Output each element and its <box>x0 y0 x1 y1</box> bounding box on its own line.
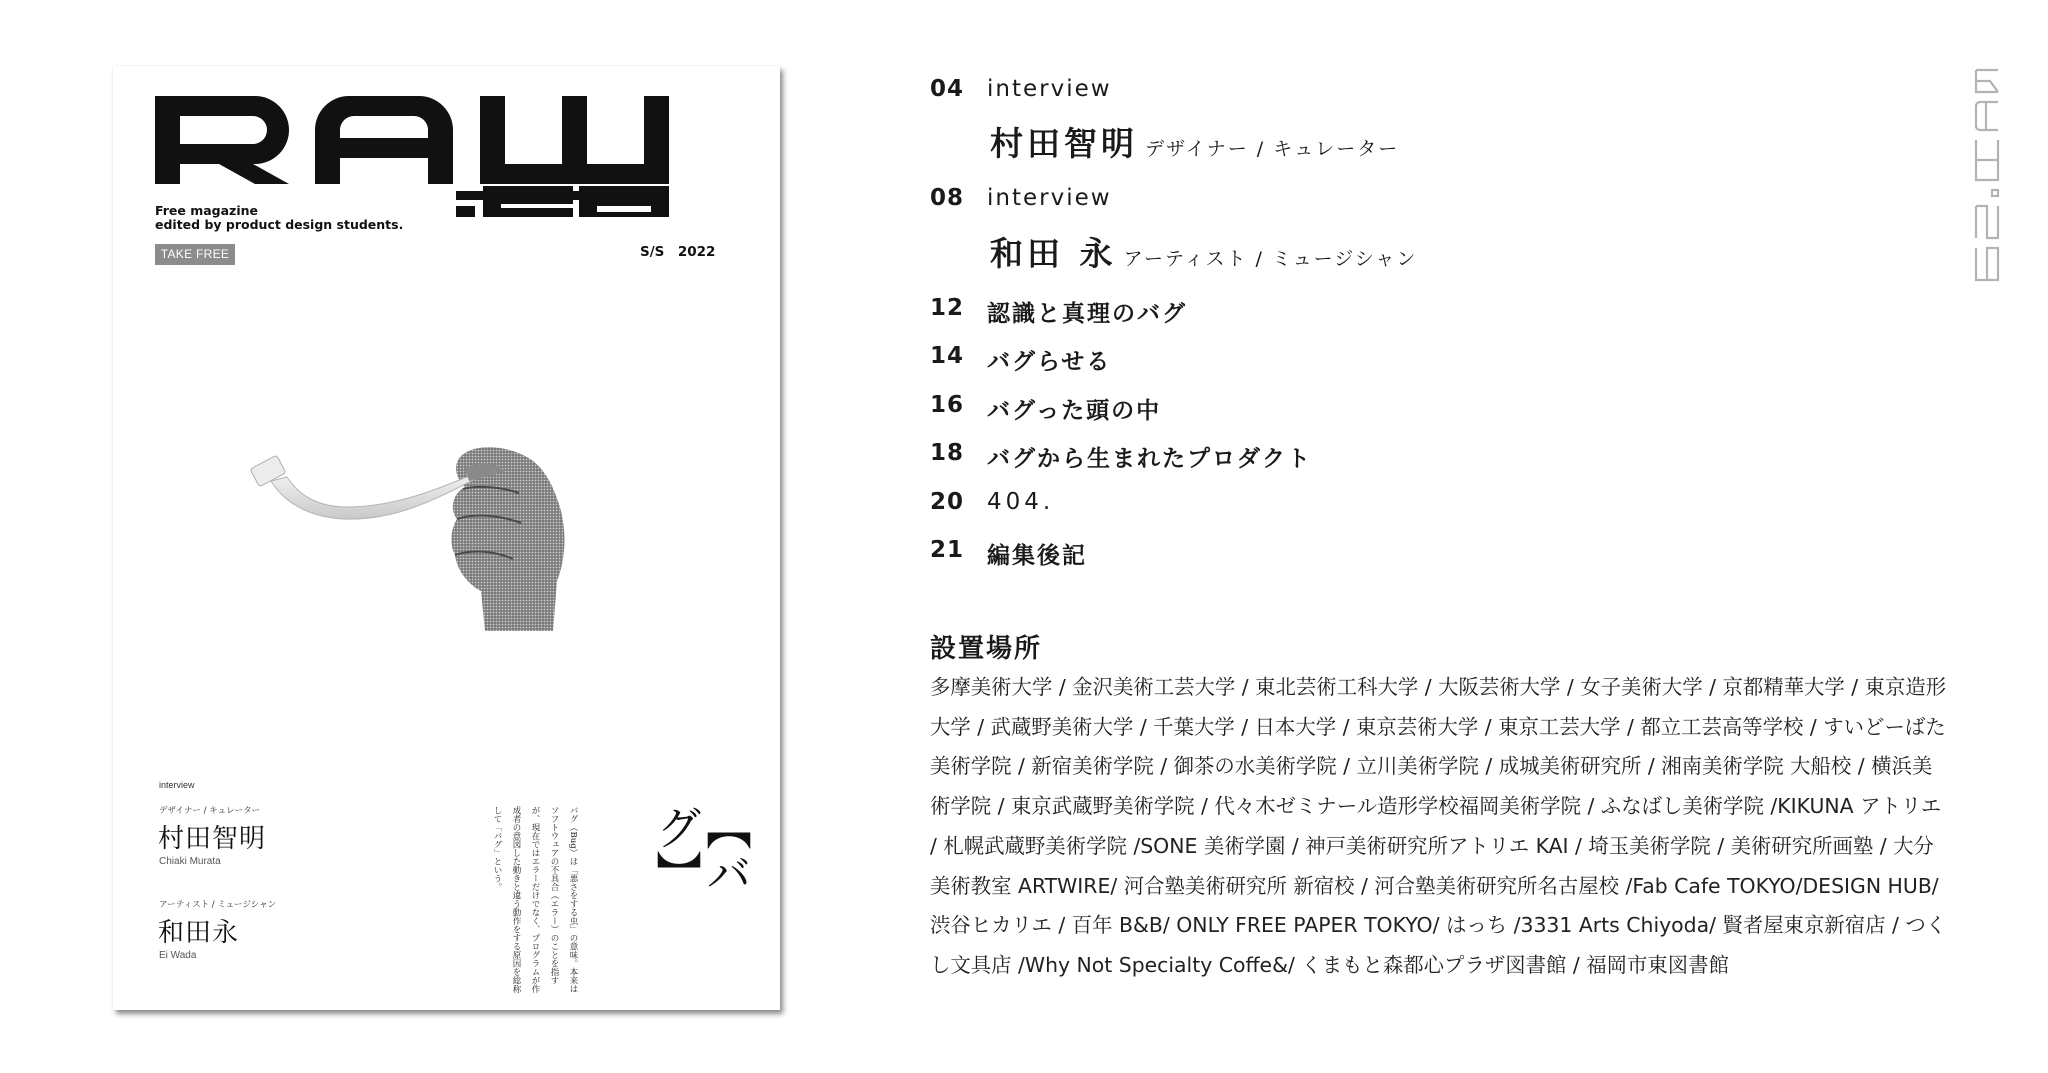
person-role: アーティスト / ミュージシャン <box>1123 248 1418 270</box>
person-name: 和田 永 <box>990 234 1117 273</box>
toc-title-08: interview <box>987 185 1112 211</box>
toc-page-12: 12 <box>930 295 965 321</box>
toc-page-14: 14 <box>930 343 965 369</box>
toc-title-21: 編集後記 <box>987 543 1087 569</box>
feature-roman-1: Chiaki Murata <box>159 856 221 867</box>
issue-season: S/S 2022 <box>640 244 716 260</box>
person-name: 村田智明 <box>990 124 1138 163</box>
person-role: デザイナー / キュレーター <box>1145 138 1400 160</box>
toc-title-04: interview <box>987 76 1112 102</box>
vertical-raw-26-logo <box>1974 68 2000 282</box>
raw-26-logo <box>155 96 725 302</box>
tagline-line-1: Free magazine <box>155 203 258 218</box>
locations-heading: 設置場所 <box>930 634 1043 664</box>
feature-role-2: アーティスト / ミュージシャン <box>159 900 277 910</box>
hand-with-bent-toothbrush-photo <box>243 431 643 631</box>
toc-title-12: 認識と真理のバグ <box>987 301 1187 327</box>
bug-title: 【バグ】 <box>649 804 753 896</box>
toc-page-20: 20 <box>930 489 965 515</box>
feature-roman-2: Ei Wada <box>159 950 197 961</box>
toc-title-14: バグらせる <box>987 349 1112 375</box>
feature-name-1: 村田智明 <box>158 824 267 854</box>
toc-page-08: 08 <box>930 185 965 211</box>
toc-page-18: 18 <box>930 440 965 466</box>
locations-list: 多摩美術大学 / 金沢美術工芸大学 / 東北芸術工科大学 / 大阪芸術大学 / 女子美術大学 / 京都精華大学 / 東京造形大学 / 武蔵野美術大学 / 千葉大学 / 日本大学 / 東京芸術大学 / 東京工芸大学 / 都立工芸高等学校 / すいどーばた美術学院 / 新宿美術学院 / 御茶の水美術学院 / 立川美術学院 / 成城美術研究所 / 湘南美術学院 大船校 / 横浜美術学院 / 東京武蔵野美術学院 / 代々木ゼミナール造形学校福岡美術学院 / ふなばし美術学院 /KIKUNA アトリエ / 札幌武蔵野美術学院 /SONE 美術学園 / 神戸美術研究所アトリエ KAI / 埼玉美術学院 / 美術研究所画塾 / 大分美術教室 ARTWIRE/ 河合塾美術研究所 新宿校 / 河合塾美術研究所名古屋校 /Fab Cafe TOKYO/DESIGN HUB/ 渋谷ヒカリエ / 百年 B&B/ ONLY FREE PAPER TOKYO/ はっち /3331 Arts Chiyoda/ 賢者屋東京新宿店 / つくし文具店 /Why Not Specialty Coffe&/ くまもと森都心プラザ図書館 / 福岡市東図書館 <box>930 675 1947 977</box>
toc-title-16: バグった頭の中 <box>987 398 1162 424</box>
take-free-badge: TAKE FREE <box>155 244 235 265</box>
cover-tagline <box>155 204 403 232</box>
toc-page-21: 21 <box>930 537 965 563</box>
feature-role-1: デザイナー / キュレーター <box>159 806 261 816</box>
toc-title-20: 404. <box>987 489 1055 515</box>
tagline-line-2: edited by product design students. <box>155 217 404 232</box>
toc-person-08 <box>990 228 1417 275</box>
toc-title-18: バグから生まれたプロダクト <box>987 446 1312 472</box>
magazine-cover <box>113 66 780 1010</box>
toc-page-16: 16 <box>930 392 965 418</box>
bug-definition-text: バグ（Bug）は「悪さをする虫」の意味。本来はソフトウェアの不具合（エラー）のことを指すが、現在ではエラーだけでなく、プログラムが作成者の意図した動きと違う動作をする原因を総称して「バグ」という。 <box>492 806 578 994</box>
feature-name-2: 和田永 <box>158 918 240 948</box>
toc-person-04 <box>990 118 1399 165</box>
feature-kicker: interview <box>159 780 195 790</box>
toc-page-04: 04 <box>930 76 965 102</box>
